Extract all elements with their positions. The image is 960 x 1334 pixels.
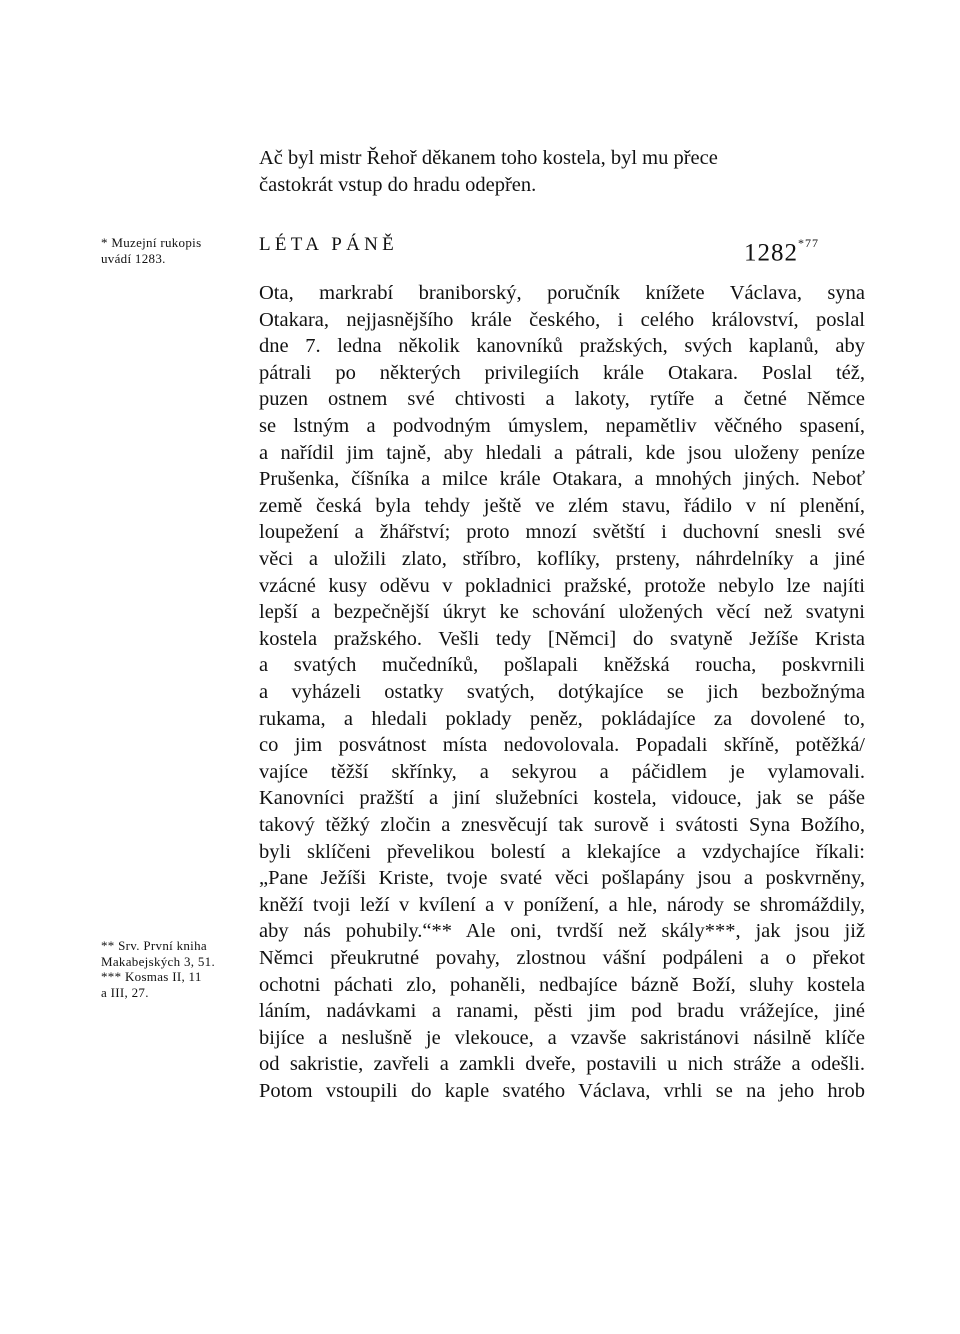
text-line: co jim posvátnost místa nedovolovala. Popadali skříně, potěžká/ (259, 734, 865, 757)
text-line: od sakristie, zavřeli a zamkli dveře, postavili u nich stráže a odešli. (259, 1053, 865, 1076)
year-note-mark: *77 (798, 236, 819, 250)
text-line: Potom vstoupili do kaple svatého Václava, vrhli se na jeho hrob (259, 1080, 865, 1102)
text-line: pátrali po některých privilegiích krále Otakara. Poslal též, (259, 361, 865, 384)
text-line: aby nás pohubily.“** Ale oni, tvrdší než skály***, jak jsou již (259, 920, 865, 943)
text-line: se lstným a podvodným úmyslem, nepamětliv věčného spasení, (259, 415, 865, 437)
text-line: Ota, markrabí braniborský, poručník knížete Václava, syna (259, 282, 865, 304)
text-line: Němci přeukrutné povahy, zlostnou vášní podpáleni a o překot (259, 947, 865, 969)
text-line: kostela pražského. Vešli tedy [Němci] do svatyně Ježíše Krista (259, 627, 865, 650)
section-title: LÉTA PÁNĚ (259, 234, 399, 255)
text-line: rukama, a hledali poklady peněz, pokládajíce za dovolené to, (259, 707, 865, 730)
text-line: bijíce a neslušně je vlekouce, a vzavše sakristánovi násilně klíče (259, 1026, 865, 1049)
section-heading (259, 232, 819, 267)
year-value: 1282 (744, 239, 798, 267)
text-line: země česká byla tehdy ještě ve zlém stavu, řádilo v ní plenění, (259, 494, 865, 517)
intro-line-2: častokrát vstup do hradu odepřen. (259, 174, 537, 196)
text-line: a svatých mučedníků, pošlapali kněžská roucha, poskvrnili (259, 654, 865, 677)
text-line: vzácné kusy oděvu v pokladnici pražské, protože nebylo lze najíti (259, 574, 865, 597)
text-line: takový těžký zločin a znesvěcují tak surově i svátosti Syna Božího, (259, 814, 865, 836)
text-line: lepší a bezpečnější úkryt ke schování uložených věcí než svatyni (259, 601, 865, 624)
margin-note-manuscript (101, 235, 246, 266)
text-line: Kanovníci pražští a jiní služebníci kostela, vidouce, jak se páše (259, 787, 865, 810)
text-line: a nařídil jim tajně, aby hledali a pátrali, kde jsou uloženy peníze (259, 441, 865, 464)
margin-note-line: ** Srv. První kniha (101, 938, 207, 953)
text-line: věci a uložili zlato, stříbro, koflíky, prsteny, náhrdelníky a jiné (259, 548, 865, 570)
text-line: vajíce těžší skřínky, a sekyrou a páčidlem je vylamovali. (259, 760, 865, 783)
text-line: „Pane Ježíši Kriste, tvoje svaté věci pošlapány jsou a poskvrněny, (259, 867, 865, 890)
text-line: Prušenka, číšníka a milce krále Otakara, a mnohých jiných. Neboť (259, 468, 865, 491)
text-line: láním, nadávkami a ranami, pěsti jim pod bradu vrážejíce, jiné (259, 1000, 865, 1023)
intro-line-1: Ač byl mistr Řehoř děkanem toho kostela, byl mu přece (259, 147, 718, 169)
text-line: byli sklíčeni převelikou bolestí a klekajíce a vzdychajíce říkali: (259, 840, 865, 863)
margin-note-line: *** Kosmas II, 11 (101, 969, 202, 985)
margin-note-line: uvádí 1283. (101, 250, 166, 266)
text-line: a vyházeli ostatky svatých, dotýkajíce se jich bezbožnýma (259, 681, 865, 703)
text-line: kněží tvoji leží v kvílení a v ponížení, a hle, národy se shromáždily, (259, 893, 865, 916)
margin-note-line: * Muzejní rukopis (101, 235, 202, 250)
text-line: dne 7. ledna několik kanovníků pražských, svých kaplanů, aby (259, 335, 865, 358)
text-line: loupežení a žhářství; proto mnozí světští i duchovní snesli své (259, 521, 865, 544)
margin-note-line: Makabejských 3, 51. (101, 953, 216, 969)
margin-note-line: a III, 27. (101, 984, 149, 1000)
section-year (744, 232, 819, 268)
text-line: Otakara, nejjasnějšího krále českého, i celého království, poslal (259, 308, 865, 331)
text-line: ochotni páchati zlo, pohaněli, nedbajíce bázně Boží, sluhy kostela (259, 973, 865, 996)
margin-note-references (101, 938, 246, 1000)
text-line: puzen ostnem své chtivosti a lakoty, rytíře a četné Němce (259, 388, 865, 411)
